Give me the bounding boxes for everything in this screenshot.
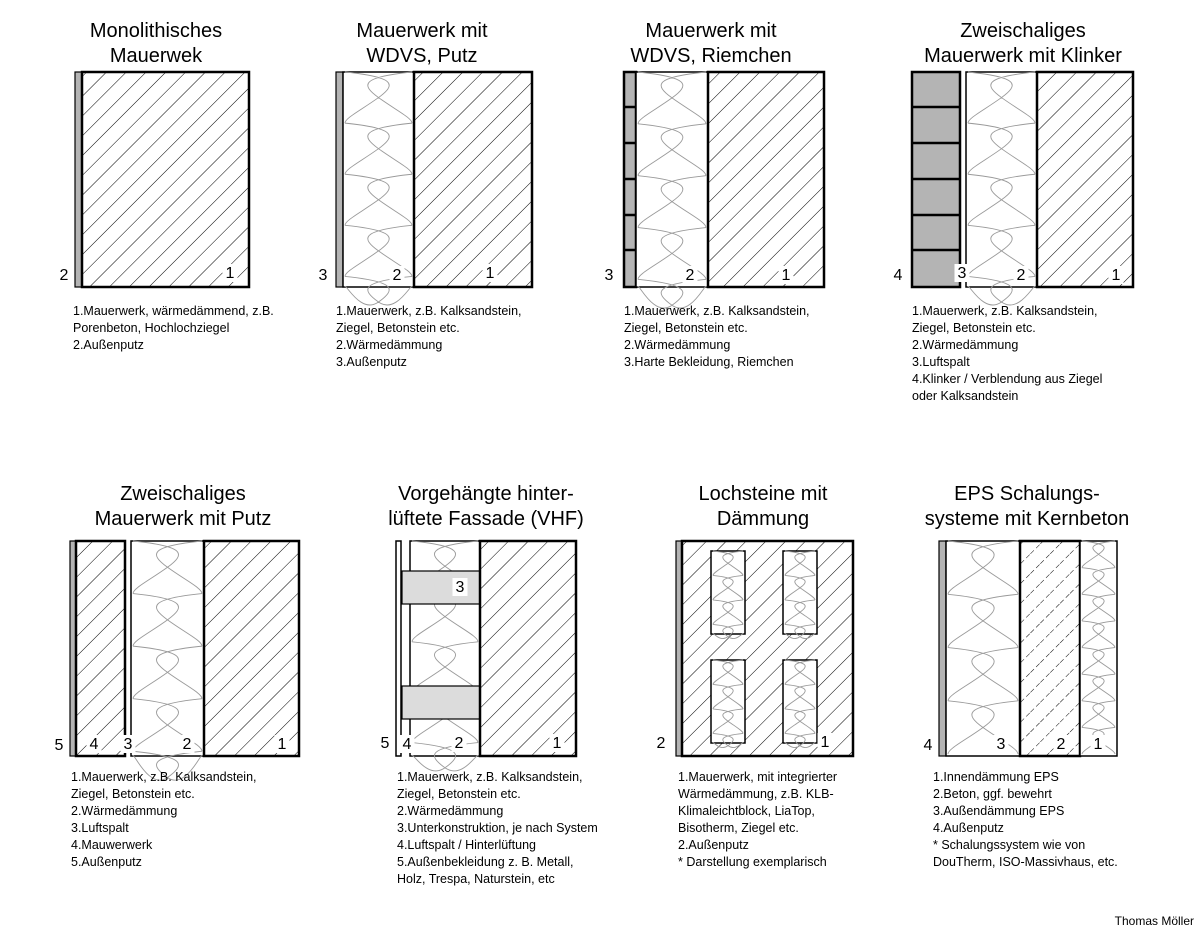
legend-line: 2.Wärmedämmung bbox=[624, 338, 731, 352]
panel-title-line: Vorgehängte hinter- bbox=[398, 483, 574, 505]
legend-line: Wärmedämmung, z.B. KLB- bbox=[678, 787, 834, 801]
legend-line: Ziegel, Betonstein etc. bbox=[336, 321, 460, 335]
exterior-cladding bbox=[396, 541, 401, 756]
layer-number: 3 bbox=[996, 736, 1006, 753]
panel-title-line: Mauerwerk mit Putz bbox=[94, 508, 272, 530]
legend-line: 3.Außenputz bbox=[336, 355, 407, 369]
legend-line: 3.Luftspalt bbox=[912, 355, 970, 369]
legend-line: Klimaleichtblock, LiaTop, bbox=[678, 804, 815, 818]
legend-line: 2.Außenputz bbox=[73, 338, 144, 352]
block-insulation-core bbox=[783, 660, 817, 748]
legend-line: 5.Außenbekleidung z. B. Metall, bbox=[397, 855, 574, 869]
layer-number: 2 bbox=[685, 267, 695, 284]
masonry-wall bbox=[1037, 72, 1133, 287]
legend-line: 3.Außendämmung EPS bbox=[933, 804, 1065, 818]
panel-title-line: EPS Schalungs- bbox=[954, 483, 1100, 505]
legend-line: Bisotherm, Ziegel etc. bbox=[678, 821, 799, 835]
legend-line: * Darstellung exemplarisch bbox=[678, 855, 827, 869]
legend-line: Holz, Trespa, Naturstein, etc bbox=[397, 872, 555, 886]
perforated-block bbox=[682, 541, 853, 756]
legend-line: 2.Wärmedämmung bbox=[71, 804, 178, 818]
exterior-plaster bbox=[939, 541, 946, 756]
legend-line: Ziegel, Betonstein etc. bbox=[397, 787, 521, 801]
layer-number: 4 bbox=[923, 737, 933, 754]
concrete-core bbox=[1020, 541, 1080, 756]
inner-eps-insulation bbox=[1080, 541, 1117, 756]
layer-number: 4 bbox=[402, 736, 412, 753]
legend-line: Porenbeton, Hochlochziegel bbox=[73, 321, 230, 335]
legend-line: 1.Mauerwerk, z.B. Kalksandstein, bbox=[397, 770, 583, 784]
panel-title-line: Dämmung bbox=[716, 508, 810, 530]
inner-masonry-leaf bbox=[204, 541, 299, 756]
legend-line: 2.Beton, ggf. bewehrt bbox=[933, 787, 1052, 801]
legend-line: 4.Außenputz bbox=[933, 821, 1004, 835]
legend-line: 4.Luftspalt / Hinterlüftung bbox=[397, 838, 536, 852]
legend-line: 5.Außenputz bbox=[71, 855, 142, 869]
legend-line: 1.Mauerwerk, wärmedämmend, z.B. bbox=[73, 304, 274, 318]
layer-number: 1 bbox=[485, 265, 495, 282]
legend-line: 3.Luftspalt bbox=[71, 821, 129, 835]
legend-line: 2.Außenputz bbox=[678, 838, 749, 852]
layer-number: 1 bbox=[552, 735, 562, 752]
layer-number: 1 bbox=[781, 267, 791, 284]
layer-number: 3 bbox=[318, 267, 328, 284]
masonry-wall bbox=[708, 72, 824, 287]
layer-number: 3 bbox=[957, 265, 967, 282]
layer-number: 2 bbox=[1016, 267, 1026, 284]
legend-line: 1.Innendämmung EPS bbox=[933, 770, 1059, 784]
panel-title-line: Mauerwerk mit Klinker bbox=[924, 45, 1122, 67]
author-credit: Thomas Möller bbox=[1114, 914, 1194, 928]
legend-line: Ziegel, Betonstein etc. bbox=[71, 787, 195, 801]
layer-number: 2 bbox=[59, 267, 69, 284]
legend-line: 2.Wärmedämmung bbox=[912, 338, 1019, 352]
panel-title-line: Zweischaliges bbox=[120, 483, 246, 505]
panel-title-line: WDVS, Riemchen bbox=[630, 45, 792, 67]
layer-number: 1 bbox=[820, 734, 830, 751]
masonry-wall bbox=[414, 72, 532, 287]
layer-number: 2 bbox=[454, 735, 464, 752]
legend-line: oder Kalksandstein bbox=[912, 389, 1019, 403]
layer-number: 1 bbox=[277, 736, 287, 753]
legend-line: 4.Klinker / Verblendung aus Ziegel bbox=[912, 372, 1103, 386]
layer-number: 2 bbox=[1056, 736, 1066, 753]
substructure bbox=[402, 571, 480, 604]
legend-line: 3.Harte Bekleidung, Riemchen bbox=[624, 355, 794, 369]
panel-title-line: Lochsteine mit bbox=[698, 483, 828, 505]
outer-masonry-leaf bbox=[76, 541, 125, 756]
layer-number: 4 bbox=[893, 267, 903, 284]
layer-number: 3 bbox=[455, 579, 465, 596]
legend-line: DouTherm, ISO-Massivhaus, etc. bbox=[933, 855, 1118, 869]
block-insulation-core bbox=[783, 551, 817, 639]
insulation-outline bbox=[131, 541, 204, 756]
layer-number: 5 bbox=[54, 737, 64, 754]
layer-number: 2 bbox=[182, 736, 192, 753]
block-insulation-core bbox=[711, 551, 745, 639]
panel-title-line: systeme mit Kernbeton bbox=[924, 508, 1130, 530]
layer-number: 2 bbox=[656, 735, 666, 752]
legend-line: 1.Mauerwerk, z.B. Kalksandstein, bbox=[336, 304, 522, 318]
masonry-wall bbox=[82, 72, 249, 287]
exterior-plaster bbox=[336, 72, 343, 287]
legend-line: 1.Mauerwerk, z.B. Kalksandstein, bbox=[624, 304, 810, 318]
layer-number: 4 bbox=[89, 736, 99, 753]
legend-line: 2.Wärmedämmung bbox=[336, 338, 443, 352]
legend-line: 4.Mauwerwerk bbox=[71, 838, 153, 852]
insulation-outline bbox=[636, 72, 708, 287]
legend-line: 1.Mauerwerk, z.B. Kalksandstein, bbox=[71, 770, 257, 784]
layer-number: 1 bbox=[225, 265, 235, 282]
masonry-wall bbox=[480, 541, 576, 756]
layer-number: 1 bbox=[1111, 267, 1121, 284]
legend-line: 3.Unterkonstruktion, je nach System bbox=[397, 821, 598, 835]
layer-number: 3 bbox=[123, 736, 133, 753]
panel-title-line: Monolithisches bbox=[89, 20, 223, 42]
block-insulation-core bbox=[711, 660, 745, 748]
legend-line: Ziegel, Betonstein etc. bbox=[912, 321, 1036, 335]
layer-number: 3 bbox=[604, 267, 614, 284]
legend-line: 1.Mauerwerk, z.B. Kalksandstein, bbox=[912, 304, 1098, 318]
legend-line: 2.Wärmedämmung bbox=[397, 804, 504, 818]
legend-line: * Schalungssystem wie von bbox=[933, 838, 1086, 852]
panel-title-line: Mauerwerk mit bbox=[645, 20, 777, 42]
legend-line: 1.Mauerwerk, mit integrierter bbox=[678, 770, 838, 784]
legend-line: Ziegel, Betonstein etc. bbox=[624, 321, 748, 335]
layer-number: 5 bbox=[380, 735, 390, 752]
layer-number: 1 bbox=[1093, 736, 1103, 753]
panel-title-line: Zweischaliges bbox=[960, 20, 1086, 42]
outer-eps-insulation bbox=[946, 541, 1020, 756]
substructure bbox=[402, 686, 480, 719]
panel-title-line: WDVS, Putz bbox=[366, 45, 478, 67]
layer-number: 2 bbox=[392, 267, 402, 284]
panel-title-line: Mauerwek bbox=[109, 45, 203, 67]
panel-title-line: Mauerwerk mit bbox=[356, 20, 488, 42]
panel-title-line: lüftete Fassade (VHF) bbox=[388, 508, 584, 530]
